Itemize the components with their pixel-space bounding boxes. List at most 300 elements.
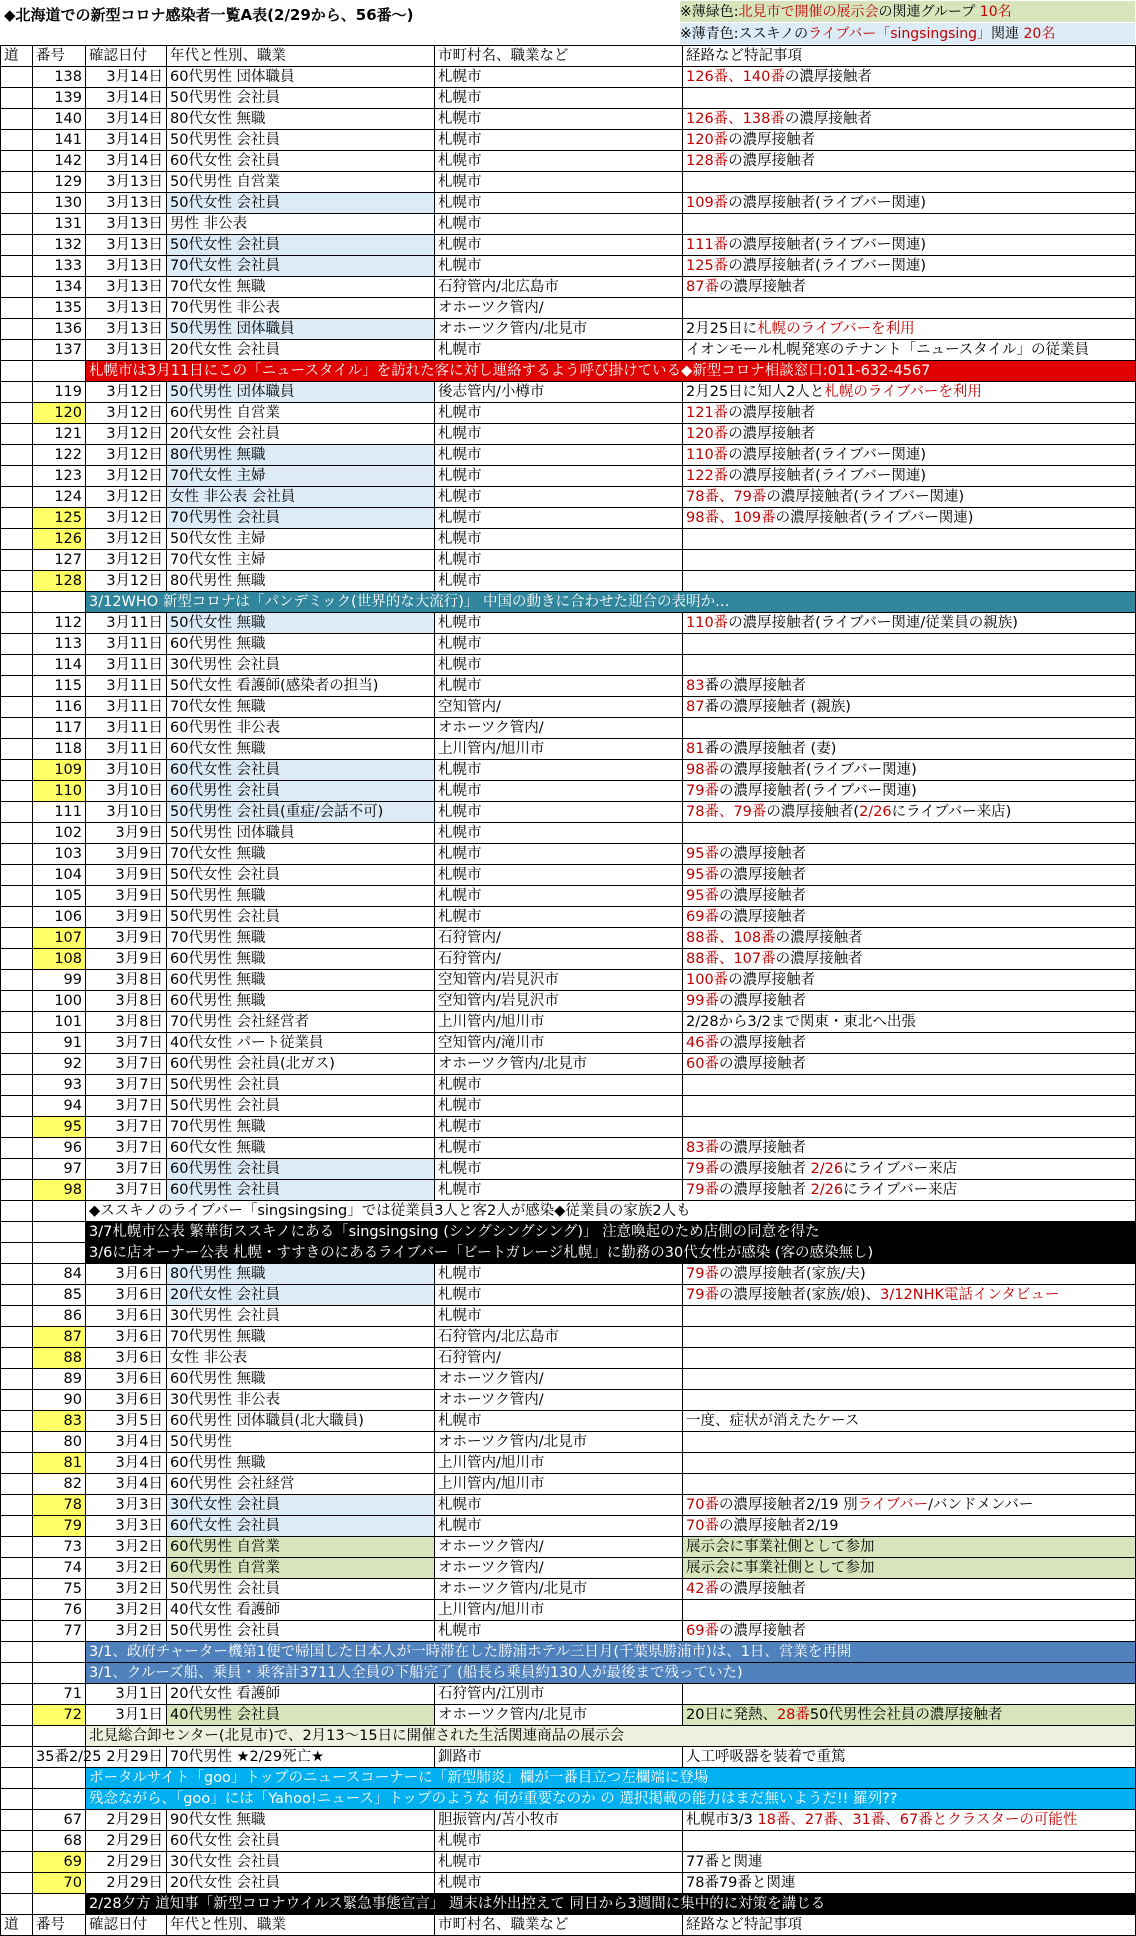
note-segment: 札幌市3/3 (686, 1812, 758, 1828)
table-header-row (1, 46, 1136, 67)
table-row (1, 970, 1136, 991)
age-occupation-cell: 90代女性 無職 (167, 1810, 435, 1831)
age-occupation-cell: 30代女性 会社員 (167, 1852, 435, 1873)
note-prefix: ※薄緑色: (680, 4, 739, 20)
table-row (1, 1537, 1136, 1558)
note-segment: の濃厚接触者(ライブバー関連) (718, 762, 917, 778)
case-number-cell: 87 (33, 1327, 86, 1348)
case-number-cell: 106 (33, 907, 86, 928)
age-occupation-cell: 60代男性 自営業 (167, 403, 435, 424)
region-cell (1, 1495, 33, 1516)
table-row (1, 1012, 1136, 1033)
age-occupation-cell: 50代男性 会社員 (167, 1096, 435, 1117)
notes-cell (683, 1411, 1136, 1432)
city-cell: 札幌市 (435, 781, 683, 802)
city-cell: 上川管内/旭川市 (435, 1474, 683, 1495)
age-occupation-cell: 50代男性 無職 (167, 886, 435, 907)
case-number-cell: 70 (33, 1873, 86, 1894)
date-cell: 3月10日 (86, 781, 167, 802)
note-segment: 2月25日に (686, 321, 758, 337)
note-segment: の濃厚接触者 (718, 1581, 806, 1597)
age-occupation-cell: 50代女性 看護師(感染者の担当) (167, 676, 435, 697)
note-segment: 2/26 (859, 804, 892, 820)
note-segment: 70番 (686, 1497, 719, 1513)
note-segment: 2/26 (810, 1161, 844, 1177)
banner-row (1, 1789, 1136, 1810)
table-row (1, 886, 1136, 907)
case-number-cell: 72 (33, 1705, 86, 1726)
city-cell: 上川管内/旭川市 (435, 1600, 683, 1621)
notes-cell (683, 865, 1136, 886)
date-cell: 3月13日 (86, 340, 167, 361)
city-cell: 札幌市 (435, 445, 683, 466)
region-cell (1, 1432, 33, 1453)
notes-cell (683, 1012, 1136, 1033)
age-occupation-cell: 60代男性 無職 (167, 1453, 435, 1474)
city-cell: 札幌市 (435, 571, 683, 592)
date-cell: 3月12日 (86, 571, 167, 592)
date-cell: 3月12日 (86, 529, 167, 550)
case-number-cell: 80 (33, 1432, 86, 1453)
date-cell: 3月2日 (86, 1600, 167, 1621)
region-cell (1, 1369, 33, 1390)
footer-header-cell: 確認日付 (86, 1915, 167, 1936)
case-number-cell: 105 (33, 886, 86, 907)
table-row (1, 781, 1136, 802)
note-segment: 46番 (686, 1035, 719, 1051)
city-cell: 札幌市 (435, 235, 683, 256)
case-number-cell: 78 (33, 1495, 86, 1516)
case-number-cell: 108 (33, 949, 86, 970)
region-cell (1, 1789, 33, 1810)
date-cell: 3月7日 (86, 1159, 167, 1180)
note-segment: 88番、108番 (686, 930, 776, 946)
region-cell (1, 1894, 33, 1915)
banner-row (1, 1768, 1136, 1789)
date-cell: 3月9日 (86, 886, 167, 907)
table-row (1, 319, 1136, 340)
date-cell: 3月6日 (86, 1264, 167, 1285)
table-row (1, 1159, 1136, 1180)
notes-cell (683, 1537, 1136, 1558)
age-occupation-cell: 60代女性 会社員 (167, 151, 435, 172)
date-cell: 3月12日 (86, 382, 167, 403)
city-cell: 札幌市 (435, 550, 683, 571)
table-row (1, 1684, 1136, 1705)
case-number-cell (33, 361, 86, 382)
legend-note-blue (680, 23, 1135, 44)
city-cell: 札幌市 (435, 403, 683, 424)
banner-text: 3/1、クルーズ船、乗員・乗客計3711人全員の下船完了 (船長ら乗員約130人が最後まで残っていた) (86, 1663, 1136, 1684)
city-cell: 札幌市 (435, 634, 683, 655)
table-row (1, 1054, 1136, 1075)
region-cell (1, 676, 33, 697)
notes-cell (683, 907, 1136, 928)
banner-row (1, 1726, 1136, 1747)
table-row (1, 1852, 1136, 1873)
notes-cell (683, 487, 1136, 508)
note-segment: の濃厚接触者 (718, 1623, 806, 1639)
note-segment: 69番 (686, 909, 719, 925)
age-occupation-cell: 50代男性 自営業 (167, 172, 435, 193)
table-row (1, 277, 1136, 298)
note-segment: の濃厚接触者 (718, 1161, 811, 1177)
notes-cell (683, 928, 1136, 949)
city-cell: 石狩管内/北広島市 (435, 277, 683, 298)
note-segment: 札幌のライブバーを利用 (757, 321, 915, 337)
notes-cell (683, 1390, 1136, 1411)
note-segment: 20日に発熱、 (686, 1707, 777, 1723)
case-number-cell: 73 (33, 1537, 86, 1558)
case-number-cell (33, 1642, 86, 1663)
region-cell (1, 592, 33, 613)
case-number-cell: 140 (33, 109, 86, 130)
city-cell: 上川管内/旭川市 (435, 1012, 683, 1033)
date-cell: 3月13日 (86, 214, 167, 235)
date-cell: 3月13日 (86, 235, 167, 256)
city-cell: オホーツク管内/北見市 (435, 319, 683, 340)
region-cell (1, 886, 33, 907)
city-cell: 札幌市 (435, 1180, 683, 1201)
notes-cell (683, 277, 1136, 298)
table-row (1, 529, 1136, 550)
notes-cell (683, 508, 1136, 529)
banner-row (1, 592, 1136, 613)
region-cell (1, 508, 33, 529)
date-cell: 3月13日 (86, 298, 167, 319)
notes-cell (683, 802, 1136, 823)
case-number-cell: 71 (33, 1684, 86, 1705)
note-segment: 120番 (686, 132, 729, 148)
banner-row (1, 1663, 1136, 1684)
city-cell: 空知管内/岩見沢市 (435, 991, 683, 1012)
region-cell (1, 991, 33, 1012)
note-segment: 125番 (686, 258, 729, 274)
note-segment: の濃厚接触者(家族/娘)、 (718, 1287, 881, 1303)
region-cell (1, 1831, 33, 1852)
case-number-cell (33, 1663, 86, 1684)
notes-cell (683, 193, 1136, 214)
age-occupation-cell: 50代女性 無職 (167, 613, 435, 634)
date-cell: 3月7日 (86, 1180, 167, 1201)
case-number-cell: 142 (33, 151, 86, 172)
note-segment: の濃厚接触者 (718, 867, 806, 883)
table-row (1, 655, 1136, 676)
city-cell: 札幌市 (435, 1852, 683, 1873)
case-number-cell: 84 (33, 1264, 86, 1285)
notes-cell (683, 1516, 1136, 1537)
note-segment: 88番、107番 (686, 951, 776, 967)
city-cell: オホーツク管内/ (435, 1369, 683, 1390)
case-number-cell: 93 (33, 1075, 86, 1096)
note-segment: 121番 (686, 405, 729, 421)
case-number-cell: 138 (33, 67, 86, 88)
note-segment: 70番 (686, 1518, 719, 1534)
region-cell (1, 1705, 33, 1726)
city-cell: 札幌市 (435, 466, 683, 487)
age-occupation-cell: 60代男性 無職 (167, 1369, 435, 1390)
note-segment: ライブバー (857, 1497, 929, 1513)
note-red: 北見市で開催の展示会 (738, 4, 879, 20)
notes-cell (683, 529, 1136, 550)
case-number-cell: 120 (33, 403, 86, 424)
legend-note-green (680, 1, 1135, 22)
note-segment: 79番 (686, 1287, 719, 1303)
age-occupation-cell: 50代男性 会社員 (167, 1579, 435, 1600)
case-number-cell: 114 (33, 655, 86, 676)
date-cell: 3月11日 (86, 739, 167, 760)
table-row (1, 718, 1136, 739)
table-row (1, 1033, 1136, 1054)
date-cell: 3月6日 (86, 1348, 167, 1369)
banner-row (1, 1243, 1136, 1264)
note-segment: の濃厚接触者 (728, 972, 816, 988)
age-occupation-cell: 60代男性 無職 (167, 970, 435, 991)
notes-cell (683, 697, 1136, 718)
case-number-cell: 81 (33, 1453, 86, 1474)
date-cell: 3月12日 (86, 403, 167, 424)
table-row (1, 340, 1136, 361)
region-cell (1, 256, 33, 277)
region-cell (1, 1453, 33, 1474)
region-cell (1, 193, 33, 214)
notes-cell (683, 1075, 1136, 1096)
case-number-cell: 86 (33, 1306, 86, 1327)
note-segment: の濃厚接触者 (775, 930, 863, 946)
case-number-cell: 104 (33, 865, 86, 886)
age-occupation-cell: 60代男性 無職 (167, 634, 435, 655)
notes-cell (683, 1747, 1136, 1768)
date-cell: 3月11日 (86, 697, 167, 718)
notes-cell (683, 550, 1136, 571)
notes-cell (683, 88, 1136, 109)
notes-cell (683, 739, 1136, 760)
region-cell (1, 1222, 33, 1243)
table-row (1, 1747, 1136, 1768)
region-cell (1, 550, 33, 571)
age-occupation-cell: 60代女性 会社員 (167, 1516, 435, 1537)
note-segment: の濃厚接触者2/19 別 (718, 1497, 858, 1513)
case-number-cell: 85 (33, 1285, 86, 1306)
date-cell: 3月12日 (86, 508, 167, 529)
table-row (1, 109, 1136, 130)
note-segment: 展示会に事業社側として参加 (686, 1539, 875, 1555)
case-number-cell: 67 (33, 1810, 86, 1831)
notes-cell (683, 949, 1136, 970)
region-cell (1, 1411, 33, 1432)
region-cell (1, 1873, 33, 1894)
date-cell: 3月14日 (86, 67, 167, 88)
case-number-cell: 94 (33, 1096, 86, 1117)
date-cell: 3月14日 (86, 88, 167, 109)
date-cell: 3月11日 (86, 655, 167, 676)
footer-header-cell: 道 (1, 1915, 33, 1936)
city-cell: 札幌市 (435, 529, 683, 550)
table-row (1, 613, 1136, 634)
city-cell: 札幌市 (435, 886, 683, 907)
age-occupation-cell: 60代女性 会社員 (167, 1831, 435, 1852)
case-number-cell: 112 (33, 613, 86, 634)
region-cell (1, 1033, 33, 1054)
table-row (1, 865, 1136, 886)
date-cell: 3月14日 (86, 130, 167, 151)
city-cell: 札幌市 (435, 613, 683, 634)
table-row (1, 844, 1136, 865)
region-cell (1, 445, 33, 466)
note-segment: の濃厚接触者 (728, 426, 816, 442)
case-number-cell: 77 (33, 1621, 86, 1642)
case-number-cell: 122 (33, 445, 86, 466)
note-segment: 77番と関連 (686, 1854, 763, 1870)
region-cell (1, 130, 33, 151)
age-occupation-cell: 60代男性 団体職員 (167, 67, 435, 88)
city-cell: 札幌市 (435, 802, 683, 823)
region-cell (1, 1075, 33, 1096)
table-row (1, 1285, 1136, 1306)
region-cell (1, 613, 33, 634)
table-row (1, 424, 1136, 445)
case-number-cell: 102 (33, 823, 86, 844)
note-segment: 2/28から3/2まで関東・東北へ出張 (686, 1014, 916, 1030)
note-segment: の濃厚接触者 (718, 279, 806, 295)
date-cell: 3月14日 (86, 109, 167, 130)
notes-cell (683, 1600, 1136, 1621)
note-segment: 69番 (686, 1623, 719, 1639)
date-cell: 3月13日 (86, 193, 167, 214)
age-occupation-cell: 30代女性 会社員 (167, 1495, 435, 1516)
case-number-cell (33, 1243, 86, 1264)
case-number-cell: 116 (33, 697, 86, 718)
region-cell (1, 487, 33, 508)
case-number-cell: 124 (33, 487, 86, 508)
notes-cell (683, 1096, 1136, 1117)
city-cell: 上川管内/旭川市 (435, 739, 683, 760)
date-cell: 3月12日 (86, 487, 167, 508)
date-cell: 3月9日 (86, 844, 167, 865)
case-number-cell: 96 (33, 1138, 86, 1159)
table-row (1, 802, 1136, 823)
case-number-cell: 97 (33, 1159, 86, 1180)
note-segment: 79番 (686, 783, 719, 799)
case-number-cell: 69 (33, 1852, 86, 1873)
city-cell: 札幌市 (435, 214, 683, 235)
table-row (1, 1369, 1136, 1390)
case-number-cell: 75 (33, 1579, 86, 1600)
notes-cell (683, 1852, 1136, 1873)
region-cell (1, 1810, 33, 1831)
note-segment: 3/12NHK電話インタビュー (880, 1287, 1060, 1303)
header-cell: 道 (1, 46, 33, 67)
age-occupation-cell: 男性 非公表 (167, 214, 435, 235)
table-row (1, 1600, 1136, 1621)
city-cell: 札幌市 (435, 1285, 683, 1306)
age-occupation-cell: 女性 非公表 (167, 1348, 435, 1369)
city-cell: 札幌市 (435, 844, 683, 865)
age-occupation-cell: 30代男性 会社員 (167, 1306, 435, 1327)
city-cell: オホーツク管内/北見市 (435, 1579, 683, 1600)
note-segment: の濃厚接触者(ライブバー関連) (728, 195, 926, 211)
date-cell: 3月6日 (86, 1306, 167, 1327)
note-segment: の濃厚接触者 (775, 951, 863, 967)
table-row (1, 634, 1136, 655)
table-row (1, 823, 1136, 844)
table-row (1, 1180, 1136, 1201)
note-segment: の濃厚接触者 (718, 1056, 806, 1072)
city-cell: オホーツク管内/ (435, 718, 683, 739)
case-number-cell: 139 (33, 88, 86, 109)
date-cell: 3月11日 (86, 634, 167, 655)
date-cell: 3月8日 (86, 970, 167, 991)
region-cell (1, 1726, 33, 1747)
case-number-cell: 117 (33, 718, 86, 739)
age-occupation-cell: 40代女性 パート従業員 (167, 1033, 435, 1054)
note-segment: の濃厚接触者(ライブバー関連) (718, 783, 917, 799)
region-cell (1, 1243, 33, 1264)
date-cell: 3月6日 (86, 1369, 167, 1390)
case-number-cell (33, 1789, 86, 1810)
note-segment: 100番 (686, 972, 729, 988)
age-occupation-cell: 20代女性 会社員 (167, 1285, 435, 1306)
city-cell: 札幌市 (435, 1138, 683, 1159)
city-cell: 空知管内/ (435, 697, 683, 718)
notes-cell (683, 1306, 1136, 1327)
note-segment: 126番、140番 (686, 69, 785, 85)
region-cell (1, 739, 33, 760)
table-row (1, 760, 1136, 781)
note-segment: 95番 (686, 846, 719, 862)
case-number-cell: 118 (33, 739, 86, 760)
city-cell: オホーツク管内/北見市 (435, 1432, 683, 1453)
date-cell: 3月9日 (86, 949, 167, 970)
age-occupation-cell: 60代男性 無職 (167, 991, 435, 1012)
age-occupation-cell: 50代男性 団体職員 (167, 382, 435, 403)
notes-cell (683, 1579, 1136, 1600)
city-cell: 札幌市 (435, 1117, 683, 1138)
banner-text: 残念ながら、「goo」には「Yahoo!ニュース」トップのような 何が重要なのか の 選択掲載の能力はまだ無いようだ!! 羅列?? (86, 1789, 1136, 1810)
case-number-cell: 107 (33, 928, 86, 949)
age-occupation-cell: 60代男性 会社経営 (167, 1474, 435, 1495)
region-cell (1, 361, 33, 382)
age-occupation-cell: 60代女性 会社員 (167, 760, 435, 781)
note-segment: の濃厚接触者(ライブバー関連) (728, 258, 926, 274)
age-occupation-cell: 70代女性 主婦 (167, 550, 435, 571)
table-row (1, 151, 1136, 172)
notes-cell (683, 1474, 1136, 1495)
table-row (1, 697, 1136, 718)
region-cell (1, 214, 33, 235)
date-cell: 3月9日 (86, 907, 167, 928)
table-row (1, 1495, 1136, 1516)
region-cell (1, 1306, 33, 1327)
note-segment: 98番、109番 (686, 510, 776, 526)
table-row (1, 508, 1136, 529)
age-occupation-cell: 50代男性 団体職員 (167, 823, 435, 844)
note-segment: 111番 (686, 237, 729, 253)
note-segment: 126番、138番 (686, 111, 785, 127)
date-cell: 3月10日 (86, 760, 167, 781)
note-segment: の濃厚接触者( (766, 804, 860, 820)
note-segment: 18番、27番、31番、67番とクラスターの可能性 (757, 1812, 1078, 1828)
city-cell: 札幌市 (435, 67, 683, 88)
age-occupation-cell: 60代男性 会社員(北ガス) (167, 1054, 435, 1075)
region-cell (1, 109, 33, 130)
table-row (1, 739, 1136, 760)
city-cell: 札幌市 (435, 1075, 683, 1096)
case-number-cell: 132 (33, 235, 86, 256)
region-cell (1, 781, 33, 802)
age-occupation-cell: 40代男性 会社員 (167, 1705, 435, 1726)
city-cell: オホーツク管内/ (435, 1537, 683, 1558)
